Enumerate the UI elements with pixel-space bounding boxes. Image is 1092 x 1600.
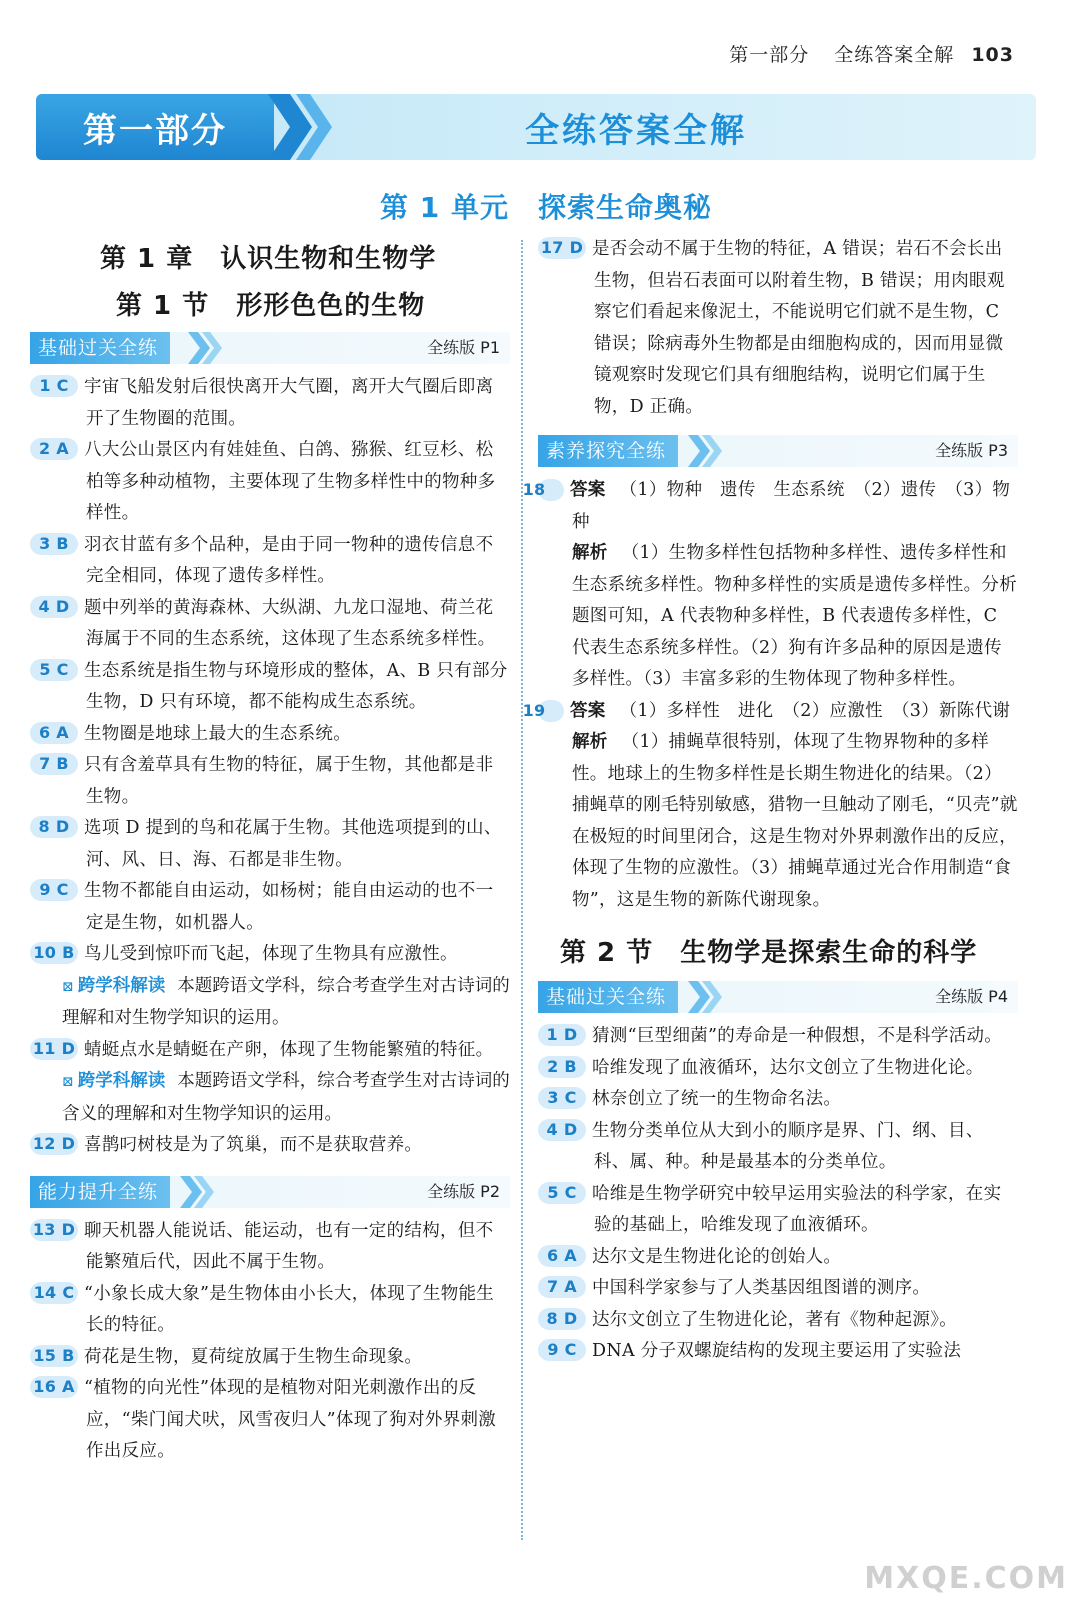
practice-bar-label: 能力提升全练 bbox=[30, 1176, 170, 1208]
left-column bbox=[30, 234, 510, 1468]
answer-item bbox=[30, 1279, 510, 1342]
answer-tag: 7 A bbox=[538, 1276, 586, 1298]
practice-bar-label: 素养探究全练 bbox=[538, 435, 678, 467]
answer-text: （1）多样性 进化 （2）应激性 （3）新陈代谢 bbox=[619, 700, 1011, 721]
question-answer bbox=[522, 475, 1018, 538]
answer-tag: 9 C bbox=[538, 1339, 586, 1361]
answer-item bbox=[30, 1130, 510, 1162]
chevron-icon bbox=[268, 94, 338, 160]
answer-text: 聊天机器人能说话、能运动，也有一定的结构，但不能繁殖后代，因此不属于生物。 bbox=[84, 1220, 494, 1272]
cross-subject-text: 本题跨语文学科，综合考查学生对古诗词的含义的理解和对生物学知识的运用。 bbox=[62, 1071, 510, 1124]
answer-text: 喜鹊叼树枝是为了筑巢，而不是获取营养。 bbox=[84, 1135, 423, 1155]
running-head-part: 第一部分 bbox=[729, 44, 810, 66]
answer-item bbox=[30, 1373, 510, 1468]
answer-text: 蜻蜓点水是蜻蜓在产卵，体现了生物能繁殖的特征。 bbox=[84, 1039, 494, 1060]
answer-tag: 2 A bbox=[30, 438, 78, 460]
answer-tag: 9 C bbox=[30, 879, 78, 901]
answer-tag: 17 D bbox=[538, 237, 586, 259]
chapter-title: 第 1 章 认识生物和生物学 bbox=[100, 244, 437, 274]
answer-text: 八大公山景区内有娃娃鱼、白鸽、猕猴、红豆杉、松柏等多种动植物，主要体现了生物多样性中的物种多样性。 bbox=[84, 440, 496, 523]
answer-tag: 3 B bbox=[30, 533, 78, 555]
practice-bar bbox=[538, 435, 1018, 467]
answer-text: 题中列举的黄海森林、大纵湖、九龙口湿地、荷兰花海属于不同的生态系统，这体现了生态系统多样性。 bbox=[84, 597, 496, 649]
answer-tag: 4 D bbox=[538, 1119, 586, 1141]
answer-tag: 5 C bbox=[30, 659, 78, 681]
answer-tag: 8 D bbox=[30, 816, 78, 838]
answer-item bbox=[538, 1242, 1018, 1274]
answer-tag: 3 C bbox=[538, 1087, 586, 1109]
practice-bar-ref: 全练版 P1 bbox=[427, 338, 500, 357]
practice-bar-label: 基础过关全练 bbox=[538, 981, 678, 1013]
explanation-text: （1）捕蝇草很特别，体现了生物界物种的多样性。地球上的生物多样性是长期生物进化的结果。（2）捕蝇草的刚毛特别敏感，猎物一旦触动了刚毛，“贝壳”就在极短的时间里闭合，这是生物对外界刺激作出的反应，体现了生物的应激性。（3）捕蝇草通过光合作用制造“食物”，这是生物的新陈代谢现象。 bbox=[572, 732, 1018, 910]
answer-tag: 1 C bbox=[30, 375, 78, 397]
answer-tag: 6 A bbox=[30, 722, 78, 744]
answer-tag: 15 B bbox=[30, 1345, 78, 1367]
answer-tag: 10 B bbox=[30, 942, 78, 964]
unit-title: 第 1 单元 探索生命奥秘 bbox=[380, 191, 712, 224]
question-explanation bbox=[538, 727, 1018, 916]
answer-tag: 16 A bbox=[30, 1376, 78, 1398]
chevron-icon bbox=[688, 435, 728, 467]
answer-text: 荷花是生物，夏荷绽放属于生物生命现象。 bbox=[84, 1346, 423, 1367]
practice-bar bbox=[538, 981, 1018, 1013]
practice-bar bbox=[30, 1176, 510, 1208]
answer-item bbox=[30, 372, 510, 435]
part-banner bbox=[36, 94, 1036, 160]
answer-item bbox=[538, 1179, 1018, 1242]
practice-bar-ref: 全练版 P2 bbox=[427, 1181, 500, 1201]
answer-text: 是否会动不属于生物的特征，A 错误；岩石不会长出生物，但岩石表面可以附着生物，B 错误；用肉眼观察它们看起来像泥土，不能说明它们就不是生物，C 错误；除病毒外生物都是由细胞构成的，因而用显微镜观察时发现它们具有细胞结构，说明它们属于生物，D 正确。 bbox=[592, 239, 1005, 417]
answer-text: 生态系统是指生物与环境形成的整体，A、B 只有部分生物，D 只有环境，都不能构成生态系统。 bbox=[84, 660, 508, 712]
answer-item bbox=[30, 750, 510, 813]
section-title: 第 1 节 形形色色的生物 bbox=[116, 291, 426, 321]
cross-subject-tag: 跨学科解读 bbox=[77, 975, 166, 996]
chevron-icon bbox=[180, 1176, 220, 1208]
answer-tag: 5 C bbox=[538, 1182, 586, 1204]
answer-text: （1）物种 遗传 生态系统 （2）遗传 （3）物种 bbox=[572, 480, 1011, 532]
answer-item bbox=[30, 939, 510, 971]
answer-text: 选项 D 提到的鸟和花属于生物。其他选项提到的山、河、风、日、海、石都是非生物。 bbox=[84, 818, 502, 870]
answer-text: 林奈创立了统一的生物命名法。 bbox=[592, 1089, 842, 1109]
answer-item bbox=[30, 1342, 510, 1374]
watermark: MXQE.COM bbox=[864, 1561, 1068, 1596]
answer-item bbox=[538, 1084, 1018, 1116]
answer-item bbox=[30, 1035, 510, 1067]
answer-item bbox=[30, 656, 510, 719]
answer-text: DNA 分子双螺旋结构的发现主要运用了实验法 bbox=[592, 1341, 962, 1361]
answer-tag: 12 D bbox=[30, 1133, 78, 1155]
question-answer bbox=[522, 696, 1018, 728]
answer-text: 只有含羞草具有生物的特征，属于生物，其他都是非生物。 bbox=[84, 755, 494, 807]
answer-text: 达尔文创立了生物进化论，著有《物种起源》。 bbox=[592, 1309, 958, 1330]
explanation-label: 解析 bbox=[572, 732, 608, 752]
answer-text: 生物不都能自由运动，如杨树；能自由运动的也不一定是生物，如机器人。 bbox=[84, 881, 494, 933]
cross-subject-text: 本题跨语文学科，综合考查学生对古诗词的理解和对生物学知识的运用。 bbox=[62, 975, 510, 1028]
cross-subject-tag: 跨学科解读 bbox=[77, 1071, 166, 1091]
answer-tag: 4 D bbox=[30, 596, 78, 618]
practice-bar-ref: 全练版 P4 bbox=[935, 987, 1008, 1006]
explanation-label: 解析 bbox=[572, 543, 608, 563]
explanation-text: （1）生物多样性包括物种多样性、遗传多样性和生态系统多样性。物种多样性的实质是遗传多样性。分析题图可知，A 代表物种多样性，B 代表遗传多样性，C 代表生态系统多样性。（2）狗有许多品种的原因是遗传多样性。（3）丰富多彩的生物体现了物种多样性。 bbox=[572, 543, 1017, 689]
answer-text: “植物的向光性”体现的是植物对阳光刺激作出的反应，“柴门闻犬吠，风雪夜归人”体现了狗对外界刺激作出反应。 bbox=[84, 1378, 497, 1461]
question-number: 18 bbox=[538, 479, 564, 501]
practice-bar-ref: 全练版 P3 bbox=[935, 441, 1008, 460]
note-icon: ⊠ bbox=[62, 978, 74, 995]
cross-subject-note bbox=[30, 1066, 510, 1130]
answer-text: “小象长成大象”是生物体由小长大，体现了生物能生长的特征。 bbox=[84, 1283, 495, 1335]
page-number: 103 bbox=[971, 44, 1014, 66]
answer-tag: 8 D bbox=[538, 1308, 586, 1330]
answer-tag: 7 B bbox=[30, 753, 78, 775]
chevron-icon bbox=[188, 332, 228, 364]
practice-bar-label: 基础过关全练 bbox=[30, 332, 170, 364]
answer-text: 宇宙飞船发射后很快离开大气圈，离开大气圈后即离开了生物圈的范围。 bbox=[84, 377, 494, 429]
banner-part-label: 第一部分 bbox=[36, 94, 274, 160]
answer-text: 哈维发现了血液循环，达尔文创立了生物进化论。 bbox=[592, 1057, 984, 1078]
section-title: 第 2 节 生物学是探索生命的科学 bbox=[560, 938, 978, 968]
answer-text: 生物圈是地球上最大的生态系统。 bbox=[84, 723, 351, 744]
answer-tag: 1 D bbox=[538, 1024, 586, 1046]
answer-label: 答案 bbox=[570, 700, 606, 721]
answer-item bbox=[538, 1116, 1018, 1179]
answer-text: 中国科学家参与了人类基因组图谱的测序。 bbox=[592, 1278, 931, 1298]
cross-subject-note bbox=[30, 971, 510, 1035]
chevron-icon bbox=[688, 981, 728, 1013]
answer-text: 羽衣甘蓝有多个品种，是由于同一物种的遗传信息不完全相同，体现了遗传多样性。 bbox=[84, 534, 494, 586]
answer-item bbox=[30, 435, 510, 530]
answer-item bbox=[30, 1216, 510, 1279]
answer-text: 达尔文是生物进化论的创始人。 bbox=[592, 1246, 842, 1267]
answer-list bbox=[538, 1021, 1018, 1368]
question-explanation bbox=[538, 538, 1018, 696]
answer-tag: 14 C bbox=[30, 1282, 78, 1304]
answer-item bbox=[30, 530, 510, 593]
answer-item bbox=[538, 1305, 1018, 1337]
question-number: 19 bbox=[538, 700, 564, 722]
answer-text: 鸟儿受到惊吓而飞起，体现了生物具有应激性。 bbox=[84, 944, 458, 964]
answer-tag: 6 A bbox=[538, 1245, 586, 1267]
running-head bbox=[729, 40, 1014, 67]
answer-text: 生物分类单位从大到小的顺序是界、门、纲、目、科、属、种。种是最基本的分类单位。 bbox=[592, 1120, 984, 1172]
column-divider bbox=[521, 240, 523, 1540]
answer-list bbox=[30, 372, 510, 971]
answer-item bbox=[538, 234, 1018, 423]
answer-item bbox=[30, 719, 510, 751]
practice-bar bbox=[30, 332, 510, 364]
answer-label: 答案 bbox=[570, 480, 606, 500]
answer-item bbox=[538, 1336, 1018, 1368]
note-icon: ⊠ bbox=[62, 1074, 74, 1090]
answer-tag: 2 B bbox=[538, 1056, 586, 1078]
banner-title: 全练答案全解 bbox=[525, 110, 747, 151]
answer-item bbox=[30, 593, 510, 656]
answer-item bbox=[538, 1273, 1018, 1305]
answer-tag: 11 D bbox=[30, 1038, 78, 1060]
answer-text: 猜测“巨型细菌”的寿命是一种假想，不是科学活动。 bbox=[592, 1026, 1003, 1046]
answer-item bbox=[538, 1053, 1018, 1085]
answer-tag: 13 D bbox=[30, 1219, 78, 1241]
answer-list bbox=[30, 1216, 510, 1468]
answer-item bbox=[30, 876, 510, 939]
answer-item bbox=[538, 1021, 1018, 1053]
right-column bbox=[522, 234, 1018, 1368]
running-head-title: 全练答案全解 bbox=[834, 44, 955, 66]
answer-item bbox=[30, 813, 510, 876]
answer-text: 哈维是生物学研究中较早运用实验法的科学家，在实验的基础上，哈维发现了血液循环。 bbox=[592, 1183, 1002, 1235]
